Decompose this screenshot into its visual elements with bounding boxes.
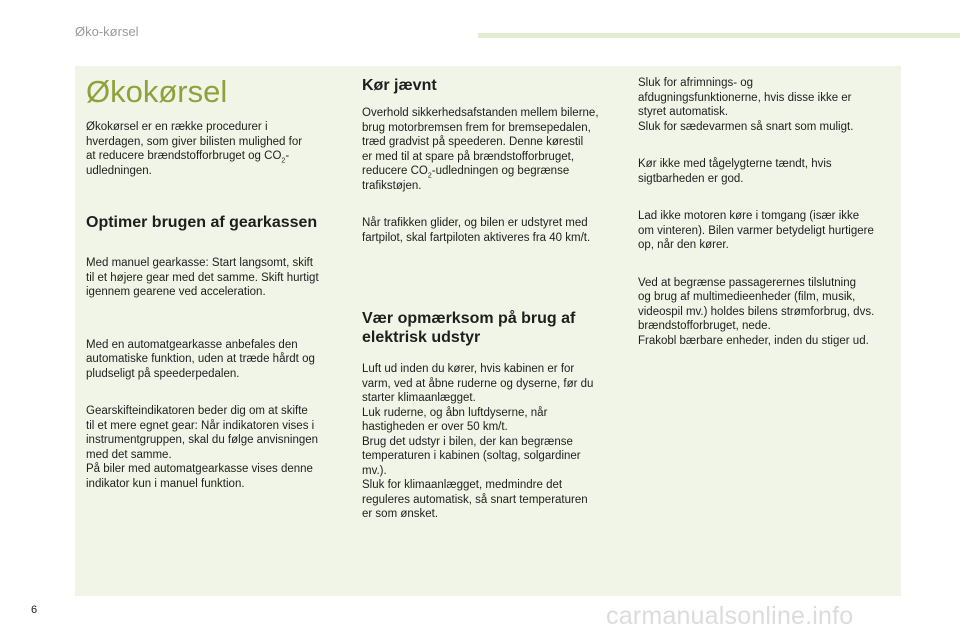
intro-paragraph: Økokørsel er en række procedurer i hverdagen, som giver bilisten mulighed for at reducere brændstofforbruget og $CO_2-$ udledningen. [86,121,303,177]
section-title: Øko-kørsel [75,24,139,39]
manual-gearbox-paragraph: Med manuel gearkasse: Start langsomt, skift til et højere gear med det samme. Skift hurtigt igennem gearene ved acceleration. [86,257,319,298]
smooth-driving-heading: Kør jævnt [362,77,437,94]
electrical-equipment-heading: Vær opmærksom på brug af elektrisk udstyr [362,310,576,346]
cruise-control-paragraph: Når trafikken glider, og bilen er udstyret med fartpilot, skal fartpiloten aktiveres fra 40 km/t. [362,217,591,244]
automatic-gearbox-paragraph: Med en automatgearkasse anbefales den automatiske funktion, uden at træde hårdt og pludseligt på speederpedalen. [86,338,315,380]
header-rule [478,33,960,38]
multimedia-paragraph: Ved at begrænse passagerernes tilslutning og brug af multimedieenheder (film, musik, videospil mv.) holdes bilens strømforbrug, dvs. brændstofforbruget, nede. Frakobl bærbare enheder, inden du stiger ud. [638,276,875,347]
idling-paragraph: Lad ikke motoren køre i tomgang (især ikke om vinteren). Bilen varmer betydeligt hurtigere op, når den kører. [638,210,874,251]
page-title: Økokørsel [86,74,228,109]
defrost-paragraph: Sluk for afrimnings- og afdugningsfunktionerne, hvis disse ikke er styret automatisk. Sluk for sædevarmen så snart som muligt. [638,77,854,133]
column-right [638,70,900,348]
gearbox-heading: Optimer brugen af gearkassen [86,214,318,231]
column-middle [362,70,624,522]
smooth-driving-paragraph: Overhold sikkerhedsafstanden mellem bilerne, brug motorbremsen frem for bremsepedalen, træd gradvist på speederen. Denne kørestil er med til at spare på brændstofforbruget, reducere $CO_2$-udledningen og begrænse trafikstøjen. [362,107,599,192]
gearshift-indicator-paragraph: Gearskifteindikatoren beder dig om at skifte til et mere egnet gear: Når indikatoren vises i instrumentgruppen, skal du følge anvisningen med det samme. På biler med automatgearkasse vises denne indikator kun i manuel funktion. [86,405,319,490]
fog-lights-paragraph: Kør ikke med tågelygterne tændt, hvis sigtbarheden er god. [638,158,832,185]
page-number: 6 [31,604,38,616]
column-left [86,70,348,491]
watermark: carmanualsonline.info [606,602,854,630]
electrical-equipment-paragraph: Luft ud inden du kører, hvis kabinen er for varm, ved at åbne ruderne og dyserne, før du starter klimaanlægget. Luk ruderne, og åbn luftdyserne, når hastigheden er over 50 km/t. Brug det udstyr i bilen, der kan begrænse temperaturen i kabinen (soltag, solgardiner mv.). Sluk for klimaanlægget, medmindre det reguleres automatisk, så snart temperaturen er som ønsket. [362,363,594,520]
